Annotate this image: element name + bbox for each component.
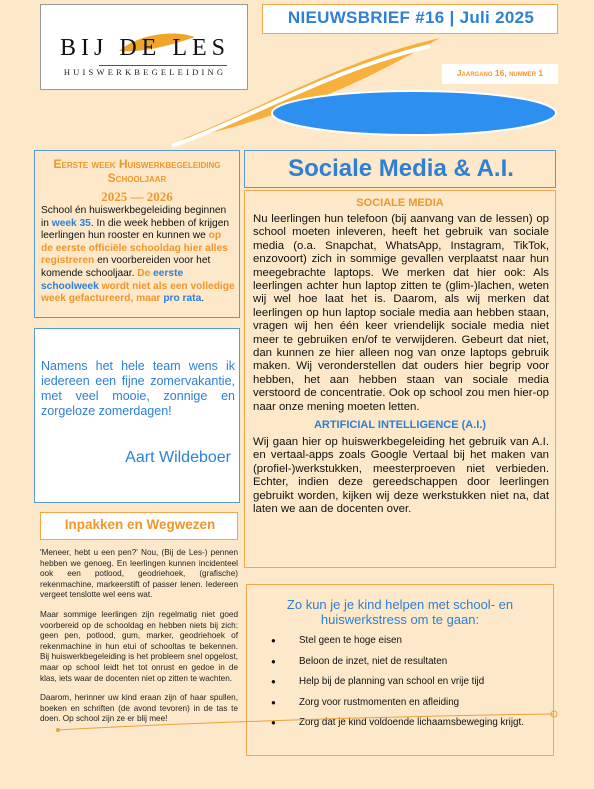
packing-title-box: [40, 512, 238, 540]
list-item: ● Stel geen te hoge eisen: [271, 635, 541, 647]
main-title: Sociale Media & A.I.: [288, 155, 514, 182]
first-week-text-segment: School én huiswerkbegeleiding beginnen in: [41, 205, 227, 229]
packing-paragraph: Maar sommige leerlingen zijn regelmatig niet goed voorbereid op de schooldag en hebben niets bij zich: geen pen, potlood, gum, marker, geodriehoek of rekenmachine in hun etui of schooltas te bekennen. Bij huiswerkbegeleiding is het probleem snel opgelost, maar op school leidt het tot onrust en gedoe in de klas, iets waar de docenten niet op zitten te wachten.: [40, 609, 238, 683]
first-week-text-segment: eerste schoolweek: [41, 267, 184, 292]
first-week-text-segment: week 35: [51, 217, 91, 229]
logo-wordmark: BIJ DE LES: [60, 35, 230, 61]
packing-title: Inpakken en Wegwezen: [64, 517, 216, 532]
first-week-body: [41, 205, 235, 306]
first-week-text-segment: pro rata: [163, 293, 202, 305]
main-title-box: [244, 150, 556, 188]
first-week-text-segment: . In die week hebben of krijgen leerlingen hun rooster en kunnen we: [41, 217, 230, 242]
issue-box: [442, 64, 558, 84]
packing-paragraph: 'Meneer, hebt u een pen?' Nou, (Bij de Les-) pennen hebben we genoeg. En leerlingen kunnen incidenteel ook een potlood, geodriehoek, (grafische) rekenmachine, markeerstift of passer lenen. Iedereen vergeet tenslotte wel eens wat.: [40, 548, 238, 600]
list-item: ● Help bij de planning van school en vrije tijd: [271, 676, 541, 688]
ai-heading: ARTIFICIAL INTELLIGENCE (A.I.): [313, 419, 487, 431]
connector-line: [50, 708, 560, 738]
wish-signature: Aart Wildeboer: [125, 449, 231, 466]
first-week-box: [34, 150, 240, 318]
list-item: ● Zorg voor rustmomenten en afleiding: [271, 697, 541, 709]
newsletter-title: NIEUWSBRIEF #16 | Juli 2025: [287, 8, 535, 27]
first-week-text-segment: wordt niet als een volledige week gefactureerd, maar: [41, 280, 235, 305]
social-media-heading: SOCIALE MEDIA: [356, 197, 444, 209]
logo-divider: [99, 65, 227, 66]
first-week-text-segment: op de eerste officiële schooldag hier alles registreren: [41, 230, 228, 267]
blue-ellipse-decoration: [272, 91, 556, 135]
logo-subtitle: HUISWERKBEGELEIDING: [63, 67, 227, 77]
first-week-text-segment: .: [201, 293, 205, 305]
first-week-text-segment: en voorbereiden voor het komende schooljaar.: [41, 255, 211, 279]
issue-number: Jaargang 16, nummer 1: [456, 68, 544, 78]
list-item: ● Beloon de inzet, niet de resultaten: [271, 656, 541, 668]
first-week-years: 2025 — 2026: [101, 189, 173, 204]
ai-body: Wij gaan hier op huiswerkbegeleiding het gebruik van A.I. en vertaal-apps zoals Google Vertaal bij het maken van (profiel-)werkstukken, meesterproeven niet verbieden. Echter, indien deze gereedschappen door leerlingen gebruikt worden, kijken wij deze werkstukken niet na, dat laten we aan de docenten over.: [253, 436, 549, 516]
wish-message: Namens het hele team wens ik iedereen een fijne zomervakantie, met veel mooie, zonnige en zorgeloze zomerdagen!: [41, 359, 235, 418]
tips-heading: Zo kun je je kind helpen met school- en huiswerkstress om te gaan:: [286, 597, 514, 627]
first-week-title: Eerste week Huiswerkbegeleiding Schooljaar: [53, 157, 221, 185]
newsletter-title-box: [262, 4, 558, 34]
main-article-box: [244, 190, 556, 568]
social-media-body: Nu leerlingen hun telefoon (bij aanvang van de lessen) op school moeten inleveren, heeft het gebruik van sociale media (o.a. Snapchat, WhatsApp, Instagram, TikTok, enzovoort) zich in sommige gevallen verplaatst naar hun meegebrachte laptops. We merken dat hier ook: Als leerlingen achter hun laptop zitten te (glim-)lachen, weten wij wel hoe laat het is. Daarom, als wij merken dat leerlingen op hun laptop sociale media aan hebben staan, vragen wij hen één keer vriendelijk sociale media niet meer te gebruiken en/of te verwijderen. Gebeurt dat niet, dan kunnen ze hier alleen nog van onze laptops gebruik maken. Wij veronderstellen dat ouders hier begrip voor hebben, het aan hebben staan van sociale media verstoord de concentratie. Ook op school zou men hier-op naar onze mening moeten letten.: [253, 213, 549, 413]
list-item: ● Zorg dat je kind voldoende lichaamsbeweging krijgt.: [271, 717, 541, 729]
packing-paragraph: Daarom, herinner uw kind eraan zijn of haar spullen, boeken en schriften (de avond tevoren) in de tas te doen. Op school zijn ze er blij mee!: [40, 693, 238, 724]
logo: [40, 4, 248, 90]
first-week-text-segment: De: [137, 267, 154, 279]
wish-box: [34, 328, 240, 503]
